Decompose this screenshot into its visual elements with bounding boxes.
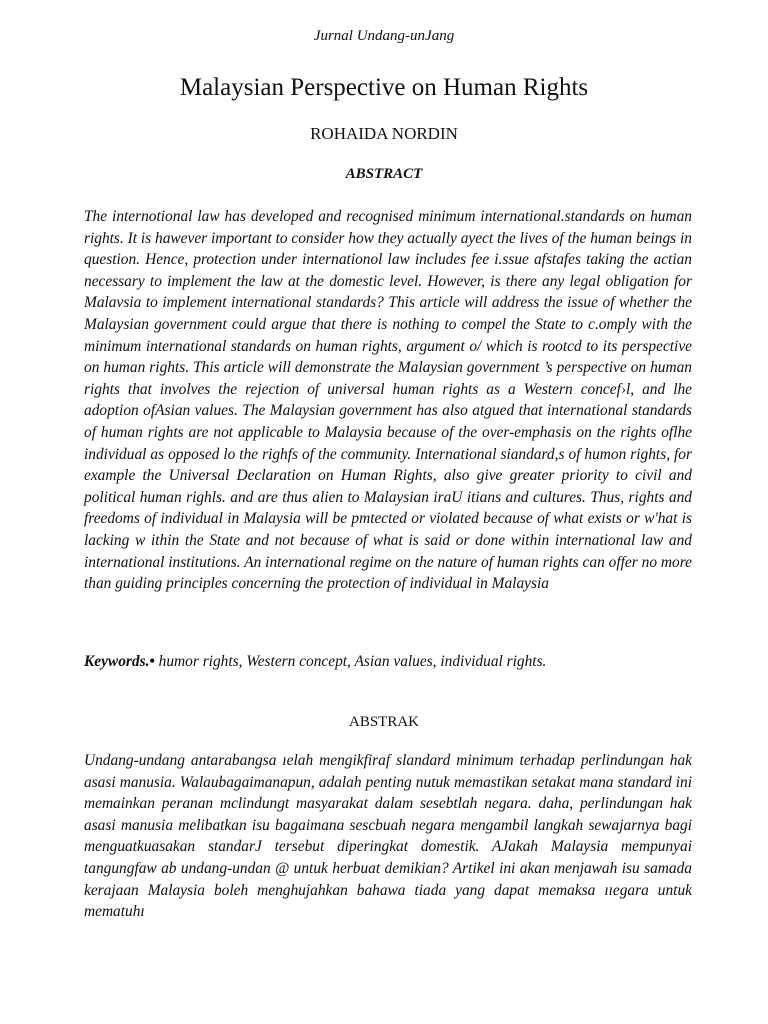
keywords-text: humor rights, Western concept, Asian values, individual rights. bbox=[154, 653, 547, 670]
journal-name: Jurnal Undang-unJang bbox=[313, 28, 455, 44]
article-title: Malaysian Perspective on Human Rights bbox=[179, 74, 589, 101]
abstrak-body: Undang-undang antarabangsa ıelah mengikfiraf slandard minimum terhadap perlindungan hak asasi manusia. Walaubagaimanapun, adalah penting nutuk memastikan setakat mana standard ini memainkan peranan mclindungt masyarakat dalam sesebtlah negara. daha, perlindungan hak asasi manusia melibatkan isu bagaimana sescbuah negara mengambil langkah sewajarnya bagi menguatkuasakan standarJ tersebut diperingkat domestik. AJakah Malaysia mempunyai tangungfaw ab undang-undan @ untuk herbuat demikian? Artikel ini akan menjawah isu samada kerajaan Malaysia boleh menghujahkan bahawa tiada yang dapat memaksa ııegara untuk mematuhı bbox=[84, 752, 692, 921]
keywords-label: Keywords.• bbox=[84, 653, 155, 670]
author-name: ROHAIDA NORDIN bbox=[310, 124, 458, 143]
abstract-body: The internotional law has developed and recognised minimum international.standards on human rights. It is hawever important to consider how they actually ayect the lives of the human beings in question. Hence, protection under internationol law includes fee i.ssue afstafes taking the actian necessary to implement the law at the domestic level. However, is there any legal obligation for Malavsia to implement international standards? This article will address the issue of whether the Malaysian government could argue that there is nothing to compel the State to c.omply with the minimum international standards on human rights, argument o/ which is rootcd to its perspective on human rights. This article will demonstrate the Malaysian government ’s perspective on human rights that involves the rejection of universal human rights as a Western concef›l, and lhe adoption ofAsian values. The Malaysian government has also atgued that international standards of human rights are not applicable to Malaysia because of the over-emphasis on the rights oflhe individual as opposed lo the righfs of the community. International siandard,s of humon rights, for example the Universal Declaration on Human Rights, also give greater priority to civil and political human righls. and are thus alien to Malaysian iraU itians and cultures. Thus, rights and freedoms of individual in Malaysia will be pmtected or violated because of what exists or w'hat is lacking w ithin the State and not because of what is said or done within international law and international institutions. An international regime on the nature of human rights can offer no more than guiding principles concerning the protection of individual in Malaysia bbox=[84, 208, 692, 593]
keywords-line bbox=[84, 651, 692, 673]
abstract-heading: ABSTRACT bbox=[345, 166, 423, 182]
abstrak-heading: ABSTRAK bbox=[348, 714, 419, 730]
